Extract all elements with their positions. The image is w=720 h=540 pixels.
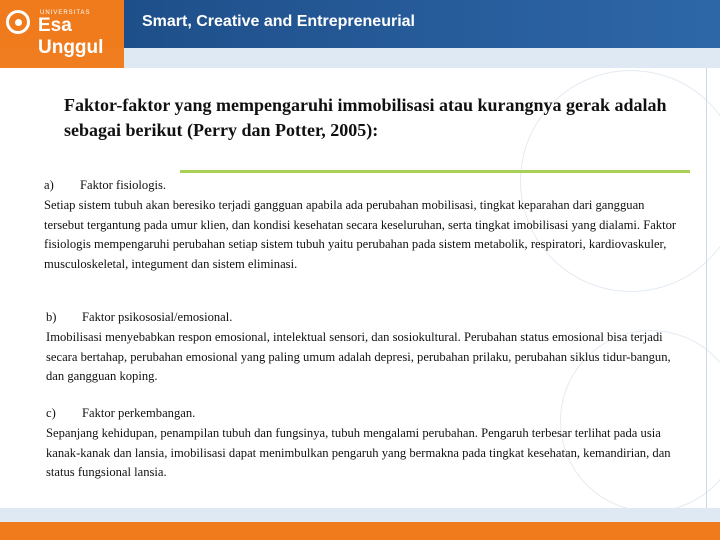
logo-small-text: UNIVERSITAS (40, 10, 91, 16)
tagline: Smart, Creative and Entrepreneurial (142, 13, 415, 30)
logo-emblem-icon (6, 10, 30, 34)
section-heading (46, 308, 691, 328)
section-c (46, 404, 686, 483)
section-heading (44, 176, 684, 196)
section-heading (46, 404, 686, 424)
logo-name: Esa Unggul (38, 15, 104, 58)
section-heading-text: Faktor perkembangan. (82, 406, 196, 420)
footer-bar (0, 522, 720, 540)
section-body: Sepanjang kehidupan, penampilan tubuh dan fungsinya, tubuh mengalami perubahan. Pengaruh terbesar terlihat pada usia kanak-kanak dan lansia, imobilisasi dapat menimbulkan pengaruh yang bermakna pada tingkat kesehatan, kemandirian, dan status fungsional lansia. (46, 425, 671, 480)
section-heading-text: Faktor fisiologis. (80, 178, 167, 192)
section-heading-text: Faktor psikososial/emosional. (82, 310, 233, 324)
section-label: a) (44, 178, 54, 192)
divider (706, 68, 707, 508)
section-label: b) (46, 310, 57, 324)
slide-title: Faktor-faktor yang mempengaruhi immobilisasi atau kurangnya gerak adalah sebagai berikut (Perry dan Potter, 2005): (64, 95, 667, 140)
section-label: c) (46, 406, 56, 420)
section-body: Imobilisasi menyebabkan respon emosional, intelektual sensori, dan sosiokultural. Perubahan status emosional bisa terjadi secara bertahap, perubahan emosional yang paling umum adalah depresi, perubahan prilaku, perubahan siklus tidur-bangun, dan gangguan koping. (46, 329, 671, 384)
section-a (44, 176, 684, 275)
section-body: Setiap sistem tubuh akan beresiko terjadi gangguan apabila ada perubahan mobilisasi, tingkat keparahan dari gangguan tersebut tergantung pada umur klien, dan kondisi kesehatan secara keseluruhan, serta tingkat imobilisasi yang dialami. Faktor fisiologis mempengaruhi perubahan setiap sistem tubuh yaitu perubahan pada sistem metabolik, respiratori, kardiovaskuler, musculoskeletal, integument dan sistem eliminasi. (44, 197, 677, 272)
footer-strip (0, 508, 720, 522)
section-b (46, 308, 691, 387)
header (0, 0, 720, 68)
title-underline (180, 170, 690, 173)
header-strip (124, 48, 720, 68)
logo (0, 0, 124, 58)
